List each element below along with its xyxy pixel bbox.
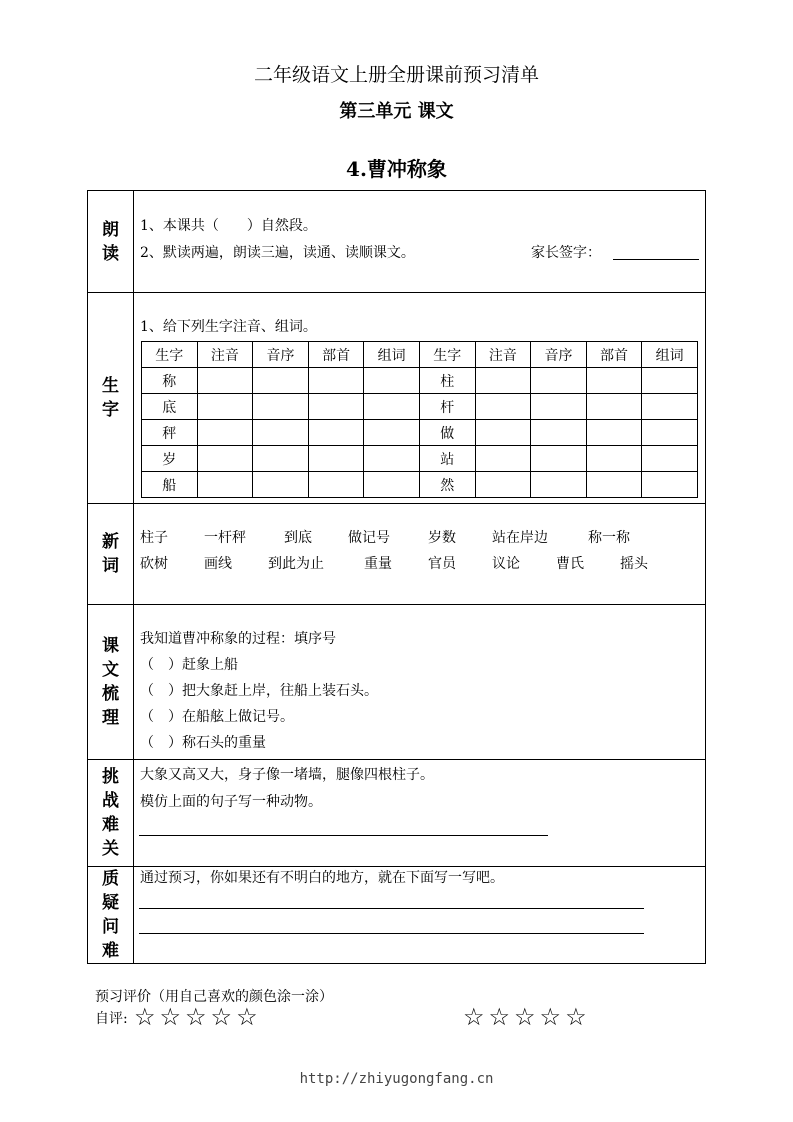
outline-intro: 我知道曹冲称象的过程：填序号 — [140, 631, 336, 647]
other-evaluation-stars[interactable]: ☆☆☆☆☆ — [463, 1003, 591, 1031]
row-divider — [88, 759, 705, 760]
col-header: 部首 — [308, 342, 364, 368]
initial-cell[interactable] — [531, 368, 587, 394]
new-words-row-1 — [140, 527, 680, 547]
character-cell: 船 — [142, 472, 198, 498]
pinyin-cell[interactable] — [475, 368, 531, 394]
character-cell: 站 — [419, 446, 475, 472]
table-row — [142, 446, 698, 472]
pinyin-cell[interactable] — [475, 446, 531, 472]
word-cell[interactable] — [364, 446, 420, 472]
reading-instruction: 2、默读两遍，朗读三遍，读通、读顺课文。 — [140, 245, 415, 261]
self-evaluation-stars[interactable]: ☆☆☆☆☆ — [134, 1003, 262, 1031]
radical-cell[interactable] — [308, 420, 364, 446]
word-item: 重量 — [364, 556, 392, 572]
word-item: 到此为止 — [268, 556, 324, 572]
col-header: 音序 — [253, 342, 309, 368]
outline-step[interactable]: （ ）在船舷上做记号。 — [140, 709, 294, 725]
word-cell[interactable] — [642, 472, 698, 498]
section-label-questions: 质 疑 问 难 — [102, 868, 119, 961]
col-header: 音序 — [531, 342, 587, 368]
radical-cell[interactable] — [308, 446, 364, 472]
section-label-new-words: 新 词 — [102, 531, 119, 576]
initial-cell[interactable] — [531, 446, 587, 472]
initial-cell[interactable] — [253, 368, 309, 394]
character-cell: 秤 — [142, 420, 198, 446]
character-cell: 杆 — [419, 394, 475, 420]
col-header: 组词 — [364, 342, 420, 368]
pinyin-cell[interactable] — [197, 472, 253, 498]
section-label-reading: 朗 读 — [102, 219, 119, 264]
radical-cell[interactable] — [308, 472, 364, 498]
word-item: 摇头 — [620, 556, 648, 572]
word-item: 砍树 — [140, 556, 168, 572]
word-item: 到底 — [284, 530, 312, 546]
parent-signature-label: 家长签字： — [531, 245, 601, 261]
word-item: 站在岸边 — [492, 530, 548, 546]
row-divider — [88, 292, 705, 293]
word-item: 官员 — [428, 556, 456, 572]
pinyin-cell[interactable] — [197, 420, 253, 446]
outline-step[interactable]: （ ）称石头的重量 — [140, 735, 266, 751]
pinyin-cell[interactable] — [475, 420, 531, 446]
word-item: 柱子 — [140, 530, 168, 546]
col-header: 注音 — [197, 342, 253, 368]
word-cell[interactable] — [642, 420, 698, 446]
section-label-characters: 生 字 — [102, 375, 119, 420]
col-header: 生字 — [419, 342, 475, 368]
self-evaluation-label: 自评: — [95, 1011, 128, 1027]
character-cell: 岁 — [142, 446, 198, 472]
character-cell: 做 — [419, 420, 475, 446]
col-header: 注音 — [475, 342, 531, 368]
row-divider — [88, 866, 705, 867]
initial-cell[interactable] — [531, 420, 587, 446]
reading-paragraph-count: 1、本课共（ ）自然段。 — [140, 218, 317, 234]
challenge-task: 模仿上面的句子写一种动物。 — [140, 794, 322, 810]
word-item: 议论 — [492, 556, 520, 572]
challenge-sentence: 大象又高又大，身子像一堵墙，腿像四根柱子。 — [140, 767, 434, 783]
preview-table — [87, 190, 706, 964]
character-cell: 底 — [142, 394, 198, 420]
word-cell[interactable] — [642, 368, 698, 394]
word-item: 做记号 — [348, 530, 390, 546]
word-cell[interactable] — [642, 394, 698, 420]
radical-cell[interactable] — [308, 394, 364, 420]
initial-cell[interactable] — [253, 394, 309, 420]
characters-instruction: 1、给下列生字注音、组词。 — [140, 319, 317, 335]
row-divider — [88, 604, 705, 605]
section-label-outline: 课 文 梳 理 — [102, 635, 119, 728]
col-header: 组词 — [642, 342, 698, 368]
initial-cell[interactable] — [253, 446, 309, 472]
table-row — [142, 472, 698, 498]
footer-url: http://zhiyugongfang.cn — [299, 1071, 494, 1087]
word-cell[interactable] — [642, 446, 698, 472]
outline-step[interactable]: （ ）赶象上船 — [140, 657, 238, 673]
word-cell[interactable] — [364, 368, 420, 394]
character-cell: 然 — [419, 472, 475, 498]
questions-answer-line[interactable] — [139, 933, 644, 934]
outline-step[interactable]: （ ）把大象赶上岸，往船上装石头。 — [140, 683, 378, 699]
table-row — [142, 420, 698, 446]
word-item: 岁数 — [428, 530, 456, 546]
word-item: 一杆秤 — [204, 530, 246, 546]
word-cell[interactable] — [364, 394, 420, 420]
pinyin-cell[interactable] — [475, 472, 531, 498]
pinyin-cell[interactable] — [197, 446, 253, 472]
col-header: 生字 — [142, 342, 198, 368]
questions-answer-line[interactable] — [139, 908, 644, 909]
character-cell: 称 — [142, 368, 198, 394]
word-item: 称一称 — [588, 530, 630, 546]
word-cell[interactable] — [364, 420, 420, 446]
radical-cell[interactable] — [308, 368, 364, 394]
initial-cell[interactable] — [531, 394, 587, 420]
word-item: 画线 — [204, 556, 232, 572]
document-title: 二年级语文上册全册课前预习清单 — [253, 64, 539, 86]
characters-table — [141, 341, 698, 498]
pinyin-cell[interactable] — [197, 394, 253, 420]
label-column-divider — [133, 191, 134, 963]
radical-cell[interactable] — [586, 368, 642, 394]
radical-cell[interactable] — [586, 472, 642, 498]
evaluation-title: 预习评价（用自己喜欢的颜色涂一涂） — [95, 989, 333, 1005]
unit-title: 第三单元 课文 — [339, 101, 454, 122]
initial-cell[interactable] — [531, 472, 587, 498]
character-cell: 柱 — [419, 368, 475, 394]
word-cell[interactable] — [364, 472, 420, 498]
row-divider — [88, 503, 705, 504]
questions-prompt: 通过预习，你如果还有不明白的地方，就在下面写一写吧。 — [140, 870, 504, 886]
pinyin-cell[interactable] — [197, 368, 253, 394]
col-header: 部首 — [586, 342, 642, 368]
challenge-answer-line[interactable] — [139, 835, 548, 836]
characters-table-header — [142, 342, 698, 368]
lesson-title: 4.曹冲称象 — [346, 157, 447, 181]
radical-cell[interactable] — [586, 420, 642, 446]
table-row — [142, 368, 698, 394]
initial-cell[interactable] — [253, 472, 309, 498]
radical-cell[interactable] — [586, 394, 642, 420]
parent-signature-line[interactable] — [613, 259, 699, 260]
initial-cell[interactable] — [253, 420, 309, 446]
new-words-row-2 — [140, 553, 680, 573]
section-label-challenge: 挑 战 难 关 — [102, 766, 119, 859]
pinyin-cell[interactable] — [475, 394, 531, 420]
word-item: 曹氏 — [556, 556, 584, 572]
table-row — [142, 394, 698, 420]
radical-cell[interactable] — [586, 446, 642, 472]
